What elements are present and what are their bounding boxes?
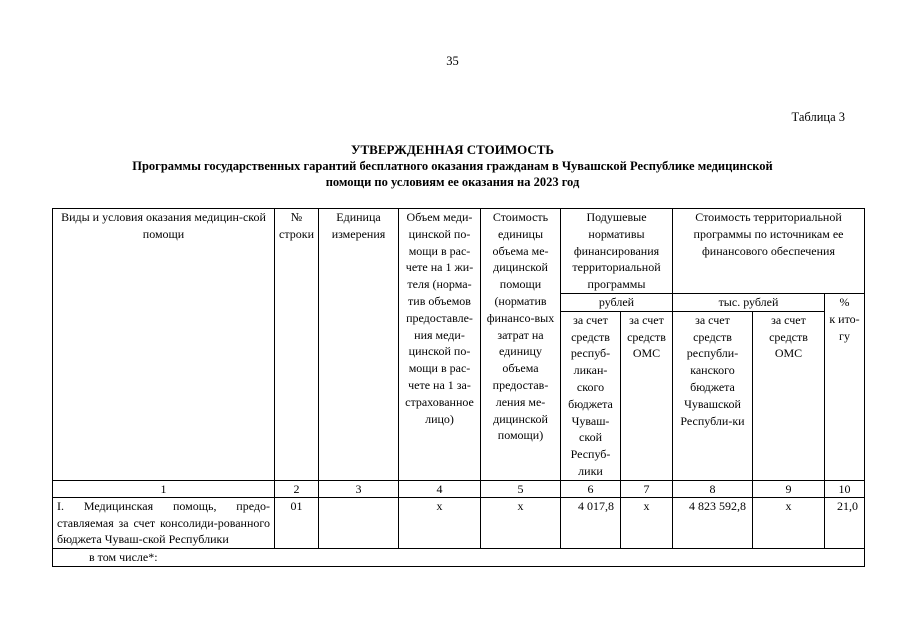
table-row [53,497,865,548]
title-main: УТВЕРЖДЕННАЯ СТОИМОСТЬ [350,142,555,157]
table-title [0,142,905,190]
header-thousand-rubles: тыс. рублей [673,293,825,311]
header-cost-budget: за счет средств республи-канского бюджета Чувашской Республи-ки [673,311,753,480]
column-number: 6 [561,480,621,497]
row-cost-oms: х [753,497,825,548]
column-number: 2 [275,480,319,497]
column-number: 8 [673,480,753,497]
column-number: 7 [621,480,673,497]
column-number: 5 [481,480,561,497]
table-row-including [53,549,865,567]
header-percent: % [825,293,865,311]
table-label: Таблица 3 [791,110,845,124]
header-rubles: рублей [561,293,673,311]
header-cost-oms: за счет средств ОМС [753,311,825,480]
column-number-row [53,480,865,497]
header-volume: Объем меди-цинской по-мощи в рас-чете на 1 жи-теля (норма-тив объемов предоставле-ния меди-цинской по-мощи в рас-чете на 1 за-страхованное лицо) [399,209,481,481]
column-number: 3 [319,480,399,497]
column-number: 10 [825,480,865,497]
row-name: I. Медицинская помощь, предо-ставляемая за счет консолиди-рованного бюджета Чуваш-ской Республики [53,497,275,548]
row-volume: х [399,497,481,548]
row-unit-cost: х [481,497,561,548]
including-note: в том числе*: [53,549,865,567]
column-number: 9 [753,480,825,497]
row-percapita-budget: 4 017,8 [561,497,621,548]
row-unit [319,497,399,548]
cost-table [52,208,865,567]
header-kinds-conditions: Виды и условия оказания медицин-ской помощи [53,209,275,481]
header-percapita-budget: за счет средств респуб-ликан-ского бюджета Чуваш-ской Респуб-лики [561,311,621,480]
title-sub-line2: помощи по условиям ее оказания на 2023 год [325,175,580,189]
column-number: 1 [53,480,275,497]
header-percapita-group: Подушевые нормативы финансирования территориальной программы [561,209,673,294]
row-cost-budget: 4 823 592,8 [673,497,753,548]
header-unit: Единица измерения [319,209,399,481]
header-percent-total: к ито-гу [825,311,865,480]
row-percapita-oms: х [621,497,673,548]
page-number: 35 [446,54,459,68]
header-percapita-oms: за счет средств ОМС [621,311,673,480]
header-unit-cost: Стоимость единицы объема ме-дицинской помощи (норматив финансо-вых затрат на единицу объема предостав-ления ме-дицинской помощи) [481,209,561,481]
title-sub-line1: Программы государственных гарантий бесплатного оказания гражданам в Чувашской Республике медицинской [132,159,773,173]
row-line-number: 01 [275,497,319,548]
header-cost-group: Стоимость территориальной программы по источникам ее финансового обеспечения [673,209,865,294]
column-number: 4 [399,480,481,497]
row-percent: 21,0 [825,497,865,548]
header-line-number: № строки [275,209,319,481]
